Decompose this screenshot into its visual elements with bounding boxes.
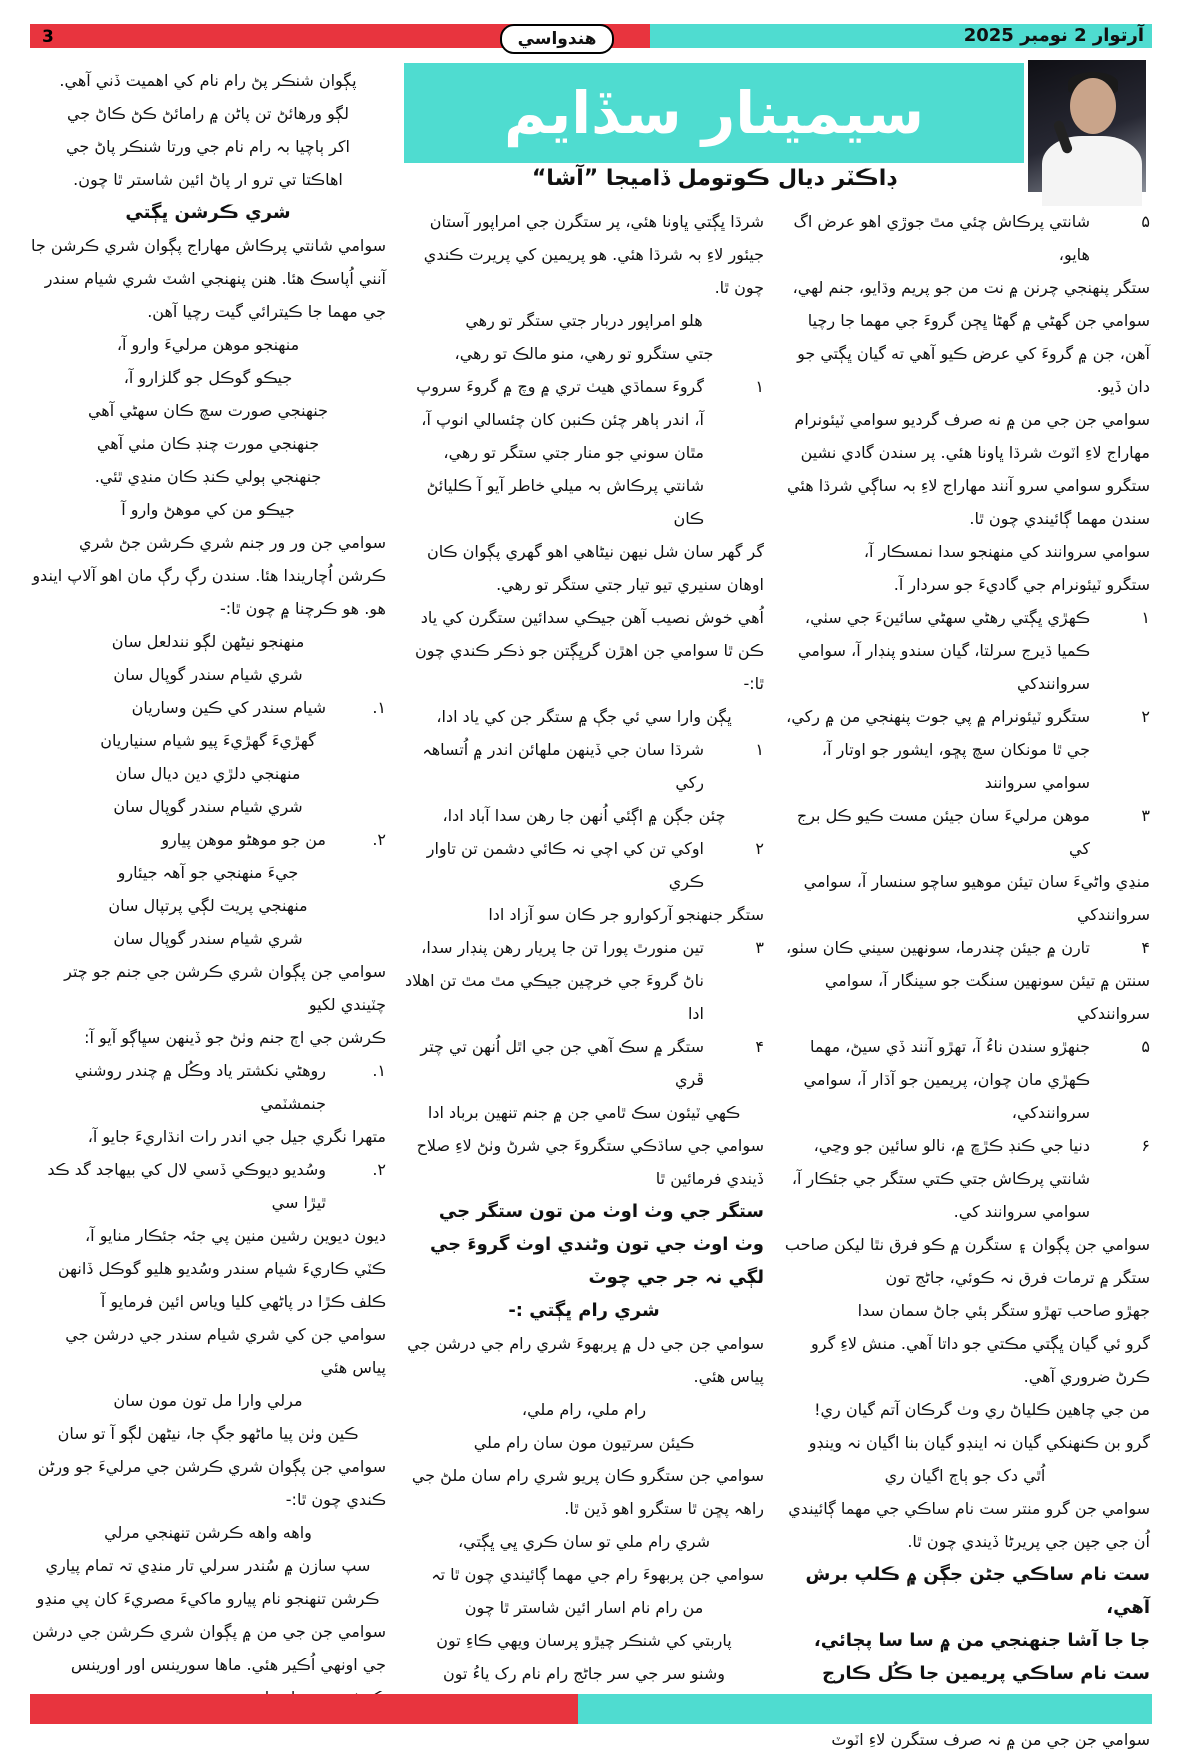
paragraph: سوامي جن کي شري شيام سندر جي درشن جي پياس هئي [65, 1325, 386, 1377]
verse-number: ۲ [755, 839, 764, 858]
paragraph: متھرا نگري جيل جي اندر رات انڌاريءَ جايو آ، [87, 1127, 386, 1146]
verse-line: گهڙيءَ گهڙيءَ پيو شيام سنياريان [100, 731, 316, 750]
verse-line: وشنو سر جي سر جاڻج رام نام رک ياءُ تون [443, 1664, 725, 1683]
verse-text: شيام سندر کي ڪين وساريان [131, 698, 326, 717]
paragraph: سوامي جن جي من ۾ پڳوان شري ڪرشن جي درشن جي اونهي اُڪير هئي. ماها سورينس اور اورينس [32, 1622, 386, 1674]
paragraph: اُهي خوش نصيب آهن جيڪي سدائين ستگرن کي ياد ڪن ٿا سوامي جن اهڙن گرڀڳتن جو ذڪر ڪندي چون ٿا:- [414, 608, 764, 693]
paragraph: سوامي جن گهڻي ۾ گهڻا ڀڄن گروءَ جي مهما جا رچيا آهن، جن ۾ گروءَ کي عرض ڪيو آهي ته گيان ڀڳتي جو دان ڏيو. [797, 311, 1150, 396]
verse-text: ڪهڙي ڀڳتي رهڻي سهڻي سائينءَ جي سٺي، ڪميا ڌيرج سرلتا، گيان سندو پنڊار آ، سوامي سروانندکي [797, 608, 1090, 693]
paragraph: سوامي سروانند کي منهنجو سدا نمسڪار آ، [863, 542, 1150, 561]
bottom-bar-red-segment [30, 1694, 578, 1724]
verse-line: اهاڪتا تي ترو ار پاڻ ائين شاستر ٿا چون. [73, 170, 343, 189]
bold-verse: ست نام ساڪي پريمين جا ڪُل ڪارج [822, 1663, 1150, 1684]
verse-text: گروءَ سماڌي هيٺ تري ۾ وچ ۾ گروءَ سروپ آ، اندر ٻاهر چئن ڪنبن کان چئسالي انوپ آ، مٿان سوني جو منار جتي ستگر تو رهي، شانتي پرڪاش بہ ميلي خاطر آيو آ ڪليائڻ ڪان [416, 377, 704, 528]
verse-text: من جو موهڻو موهن پيارو [161, 830, 326, 849]
paragraph: سوامي جن جي من ۾ نہ صرف ستگرن لاءِ اٽوٽ [831, 1730, 1150, 1749]
verse-line: جنهنجي مورت چنڊ ڪان مٺي آهي [96, 434, 320, 453]
page-number: 3 [42, 27, 54, 47]
numbered-verse [30, 1054, 386, 1120]
verse-number: ۱. [372, 1061, 386, 1080]
numbered-verse [780, 700, 1150, 799]
paragraph: سوامي جن پڳوان ۽ ستگرن ۾ ڪو فرق نٿا ليکن صاحب ستگر ۾ ترمات فرق نہ ڪوئي، جاڻج تون [784, 1235, 1150, 1287]
paragraph: سوامي جن پربهوءَ رام جي مهما ڳائيندي چون ٿا تہ [431, 1565, 764, 1584]
verse-line: شري شيام سندر گوپال سان [113, 797, 303, 816]
verse-number: ۲. [372, 1160, 386, 1179]
numbered-verse [30, 823, 386, 856]
verse-line: لڳو ورهائڻ تن پاڻن ۾ رامائڻ ڪڻ ڪاڻ جي [66, 104, 350, 123]
text-column-right [780, 205, 1150, 1749]
paragraph: اوهان سنيري تيو تيار جتي ستگر تو رهي. [496, 575, 764, 594]
paragraph: جهڙو صاحب تهڙو ستگر ٻئي جاڻ سمان سدا [857, 1301, 1150, 1320]
paragraph: ستگر جنهنجو آرکوارو جر ڪان سو آزاد ادا [488, 905, 764, 924]
verse-text: شرڌا سان جي ڏينهن ملهائن اندر ۾ اُتساهہ رکي [422, 740, 704, 792]
verse-number: ۳ [755, 938, 764, 957]
verse-number: ۵ [1141, 1037, 1150, 1056]
verse-line: جيڪو من کي موهڻ وارو آ [121, 500, 295, 519]
verse-number: ۱ [755, 377, 764, 396]
article-byline: ڊاڪٽر ديال ڪوتومل ڏاميجا ”آشا“ [531, 166, 897, 191]
verse-line: رام ملي، رام ملي، [521, 1400, 647, 1419]
photo-shirt-shape [1042, 136, 1142, 206]
photo-head-shape [1070, 78, 1116, 134]
paragraph: سوامي جن پڳوان شري ڪرشن جي جنم جو چتر چٽيندي لکيو [64, 962, 386, 1014]
verse-line: جتي ستگرو تو رهي، منو مالڪ تو رهي، [454, 344, 714, 363]
verse-line: اُٿي دک جو ٻاڄ اگيان ري [884, 1466, 1046, 1485]
verse-line: سپ سازن ۾ سُندر سرلي تار منڍي تہ تمام پياري [45, 1556, 371, 1575]
numbered-verse [780, 601, 1150, 700]
numbered-verse [780, 931, 1150, 964]
verse-line: ڪهي ٽيئون سڪ ٿامي جن ۾ جنم تنهين برباد ادا [427, 1103, 741, 1122]
verse-line: ڀڳن وارا سي ئي جڳ ۾ ستگر جن کي ياد ادا، [436, 707, 732, 726]
paragraph: سوامي جي ساڌڪي ستگروءَ جي شرڻ وٺڻ لاءِ صلاح ڏيندي فرمائين ٿا [416, 1136, 764, 1188]
verse-number: ۴ [1141, 938, 1150, 957]
paragraph: منڍي واڻيءَ سان تيئن موهيو ساچو سنسار آ، سوامي سروانندکي [803, 872, 1150, 924]
verse-line: پڳوان شنڪر پڻ رام نام کي اهميت ڏني آهي. [59, 71, 357, 90]
article-title-banner [404, 63, 1024, 163]
verse-text: وسُديو ديوڪي ڏسي لال کي بيهاجد گد ڪد ٿيڙا سي [47, 1160, 326, 1212]
paragraph: سوامي جن گرو منتر ست نام ساڪي جي مهما ڳائيندي اُن جي جپن جي پريرڻا ڏيندي چون ٿا. [788, 1499, 1150, 1551]
verse-number: ۳ [1141, 806, 1150, 825]
section-heading: شري رام ڀڳتي :- [508, 1300, 660, 1321]
bottom-color-bar [30, 1694, 1152, 1724]
paragraph: ڪٽي ڪاريءَ شيام سندر وسُديو هليو گوڪل ڏانهن [57, 1259, 386, 1278]
paragraph: سنتن ۾ تيئن سونهين سنگت جو سينگار آ، سوامي سروانندکي [824, 971, 1150, 1023]
numbered-verse [780, 799, 1150, 865]
numbered-verse [404, 1030, 764, 1096]
verse-number: ۲. [372, 830, 386, 849]
paragraph: گرو بن ڪنهنکي گيان نہ اينڊو گيان بنا اگيان نہ وينڊو [808, 1433, 1150, 1452]
numbered-verse [404, 931, 764, 1030]
verse-text: روهڻي نکشتر ياد وڪُل ۾ چندر روشني جنمشٽمي [74, 1061, 326, 1113]
paragraph: ڪرشن جي اڄ جنم وٺڻ جو ڏينهن سڀاڳو آيو آ: [84, 1028, 386, 1047]
verse-text: دنيا جي ڪنڊ ڪڙڇ ۾، نالو سائين جو وڃي، شانتي پرڪاش جتي ڪتي ستگر جي جئڪار آ، سوامي سروانند کي. [791, 1136, 1090, 1221]
verse-text: ستگرو ٽيئونرام ۾ پي جوت پنهنجي من ۾ رکي، جي ٿا مونکان سچ پڇو، ايشور جو اوتار آ، سوامي سروانند [786, 707, 1090, 792]
verse-number: ۵ [1141, 212, 1150, 231]
verse-line: منهنجو نيڻهن لڳو نندلعل سان [111, 632, 305, 651]
paragraph: سوامي جن جي من ۾ نه صرف گرديو سوامي ٽيئونرام مهاراج لاءِ اٽوٽ شرڌا ڀاونا هئي. پر سندن گادي نشين ستگرو سوامي سرو آنند مهاراج لاءِ بہ ساڳي شرڌا هئي سندن مهما ڳائيندي چون ٿا. [787, 410, 1150, 528]
author-photo [1028, 60, 1146, 192]
paragraph: سوامي جن ستگرو ڪان پريو شري رام سان ملڻ جي راهہ پڇن ٿا ستگرو اهو ڏين ٿا. [411, 1466, 764, 1518]
paragraph: ستگرو ٽيئونرام جي گاديءَ جو سردار آ. [893, 575, 1150, 594]
verse-text: موهن مرليءَ سان جيئن مست ڪيو ڪل برج کي [796, 806, 1090, 858]
bold-verse: ست نام ساڪي جڻن جڳن ۾ ڪلپ برش آهي، [805, 1564, 1150, 1618]
issue-date: آرتوار 2 نومبر 2025 [963, 25, 1144, 46]
verse-number: ۲ [1141, 707, 1150, 726]
numbered-verse [404, 733, 764, 799]
numbered-verse [30, 691, 386, 724]
verse-text: شانتي پرڪاش چئي مٿ جوڙي اهو عرض اگ هايو، [793, 212, 1090, 264]
numbered-verse [780, 1129, 1150, 1228]
verse-line: جنهنجي صورت سچ ڪان سهڻي آهي [87, 401, 329, 420]
verse-line: شري رام ملي تو سان ڪري ڀي ڀڳتي، [457, 1532, 711, 1551]
paragraph: شرڌا ڀڳتي ڀاونا هئي، پر ستگرن جي امراپور آستان جيئور لاءِ بہ شرڌا هئي. هو پريمين کي پريرت ڪندي چون ٿا. [423, 212, 764, 297]
text-column-middle [404, 205, 764, 1685]
verse-line: پاربتي کي شنڪر چيڙو پرسان ويهي ڪاءِ تون [436, 1631, 732, 1650]
logo-text: ھندواسي [517, 29, 597, 49]
paragraph: سوامي جن ور ور جنم شري ڪرشن جڻ شري ڪرشن اُچاريندا هئا. سندن رڳ رڳ مان اهو آلاپ ايندو هو. هو ڪرچنا ۾ چون ٿا:- [32, 533, 386, 618]
verse-line: شري شيام سندر گوپال سان [113, 665, 303, 684]
verse-line: واهه واهه ڪرشن تنهنجي مرلي [104, 1523, 312, 1542]
verse-number: ۱ [755, 740, 764, 759]
paragraph: سوامي جن جي دل ۾ پربهوءَ شري رام جي درشن جي پياس هئي. [407, 1334, 764, 1386]
numbered-verse [30, 1153, 386, 1219]
newspaper-logo [500, 24, 614, 54]
verse-line: ڪين وٺن پيا ماڻهو جڳ جا، نيڻهن لڳو آ تو سان [57, 1424, 359, 1443]
verse-line: جيڪو گوڪل جو گلزارو آ، [123, 368, 293, 387]
numbered-verse [404, 370, 764, 535]
paragraph: من جي چاهين ڪلياڻ ري وٺ گرڪان آتم گيان ري! [814, 1400, 1150, 1419]
paragraph: گرو ئي گيان ڀڳتي مڪتي جو داتا آهي. منش لاءِ گرو ڪرڻ ضروري آهي. [811, 1334, 1150, 1386]
paragraph: سوامي جن پڳوان شري ڪرشن جي مرليءَ جو ورڻن ڪندي چون ٿا:- [37, 1457, 386, 1509]
article-title: سيمينار سڏايم [504, 79, 924, 147]
paragraph: سوامي شانتي پرڪاش مهاراج پڳوان شري ڪرشن جا آنني اُپاسڪ هئا. هنن پنهنجي اشٽ شري شيام سندر جي مهما جا ڪيترائي گيت رچيا آهن. [31, 236, 386, 321]
paragraph: گر گهر سان شل نيهن نيڻاهي اهو گهري پڳوان ڪان [427, 542, 764, 561]
verse-line: هلو امراپور دربار جتي ستگر تو رهي [465, 311, 703, 330]
paragraph: ڪلف ڪڙا در پاڻهي کليا وياس ائين فرمايو آ [100, 1292, 386, 1311]
verse-number: ۱ [1141, 608, 1150, 627]
numbered-verse [780, 205, 1150, 271]
verse-line: چئن جڳن ۾ اڳئي اُنهن جا رهن سدا آباد ادا، [442, 806, 726, 825]
verse-line: جنهنجي ٻولي ڪنڊ ڪان منڍي ٿئي. [94, 467, 322, 486]
paragraph: ستگر پنهنجي چرنن ۾ نت من جو پريم وڌايو، جنم لهي، [792, 278, 1150, 297]
verse-text: تين منورٿ پورا تن جا پريار رهن پنڊار سدا، ناڻ گروءَ جي خرچين جيڪي مٿ مٿ تن اهلاد ادا [405, 938, 704, 1023]
verse-line: جيءَ منهنجي جو آهہ جيئارو [117, 863, 299, 882]
verse-text: اوکي تن کي اچي نہ ڪائي دشمن تن تاوار ڪري [426, 839, 704, 891]
numbered-verse [780, 1030, 1150, 1129]
verse-line: مرلي وارا مل تون مون سان [113, 1391, 303, 1410]
verse-text: تارن ۾ جيئن چندرما، سونهين سيني ڪان سٺو، [785, 938, 1090, 957]
verse-line: شري شيام سندر گوپال سان [113, 929, 303, 948]
verse-line: منهنجو موهن مرليءَ وارو آ، [116, 335, 300, 354]
verse-line: من رام نام اسار ائين شاستر ٿا چون [464, 1598, 704, 1617]
verse-number: ۴ [755, 1037, 764, 1056]
verse-text: ستگر ۾ سڪ آهي جن جي اٿل اُنهن تي چتر ڦري [420, 1037, 704, 1089]
numbered-verse [404, 832, 764, 898]
section-heading: شري ڪرشن ڀڳتي [125, 202, 291, 223]
bold-verse: جا جا آشا جنهنجي من ۾ سا سا پڄائي، [813, 1630, 1150, 1651]
verse-number: ۶ [1141, 1136, 1150, 1155]
verse-text: جنھڙو سندن ناءُ آ، تهڙو آنند ڏي سيڻ، مهما ڪهڙي مان چوان، پريمين جو آڌار آ، سوامي سروانندکي، [803, 1037, 1090, 1122]
text-column-left [30, 64, 386, 1684]
bold-verse: ستگر جي وٺ اوٺ من تون ستگر جي وٺ اوٺ جي تون وڻندي اوٺ گروءَ جي لڳي نہ جر جي چوٽ [429, 1201, 764, 1288]
paragraph: ديون ديوين رشين منين پي جئہ جئڪار منايو آ، [85, 1226, 386, 1245]
verse-number: ۱. [372, 698, 386, 717]
bottom-bar-cyan-segment [578, 1694, 1152, 1724]
verse-line: ڪيئن سرتيون مون سان رام ملي [473, 1433, 695, 1452]
verse-line: اکر ٻاچيا بہ رام نام جي ورتا شنڪر پاڻ جي [66, 137, 350, 156]
verse-line: ڪرشن تنهنجو نام پيارو ماکيءَ مصريءَ کان پي منڍو [36, 1589, 380, 1608]
verse-line: منهنجي دلڙي دين ديال سان [115, 764, 301, 783]
verse-line: منهنجي پريت لڳي پرتپال سان [108, 896, 308, 915]
